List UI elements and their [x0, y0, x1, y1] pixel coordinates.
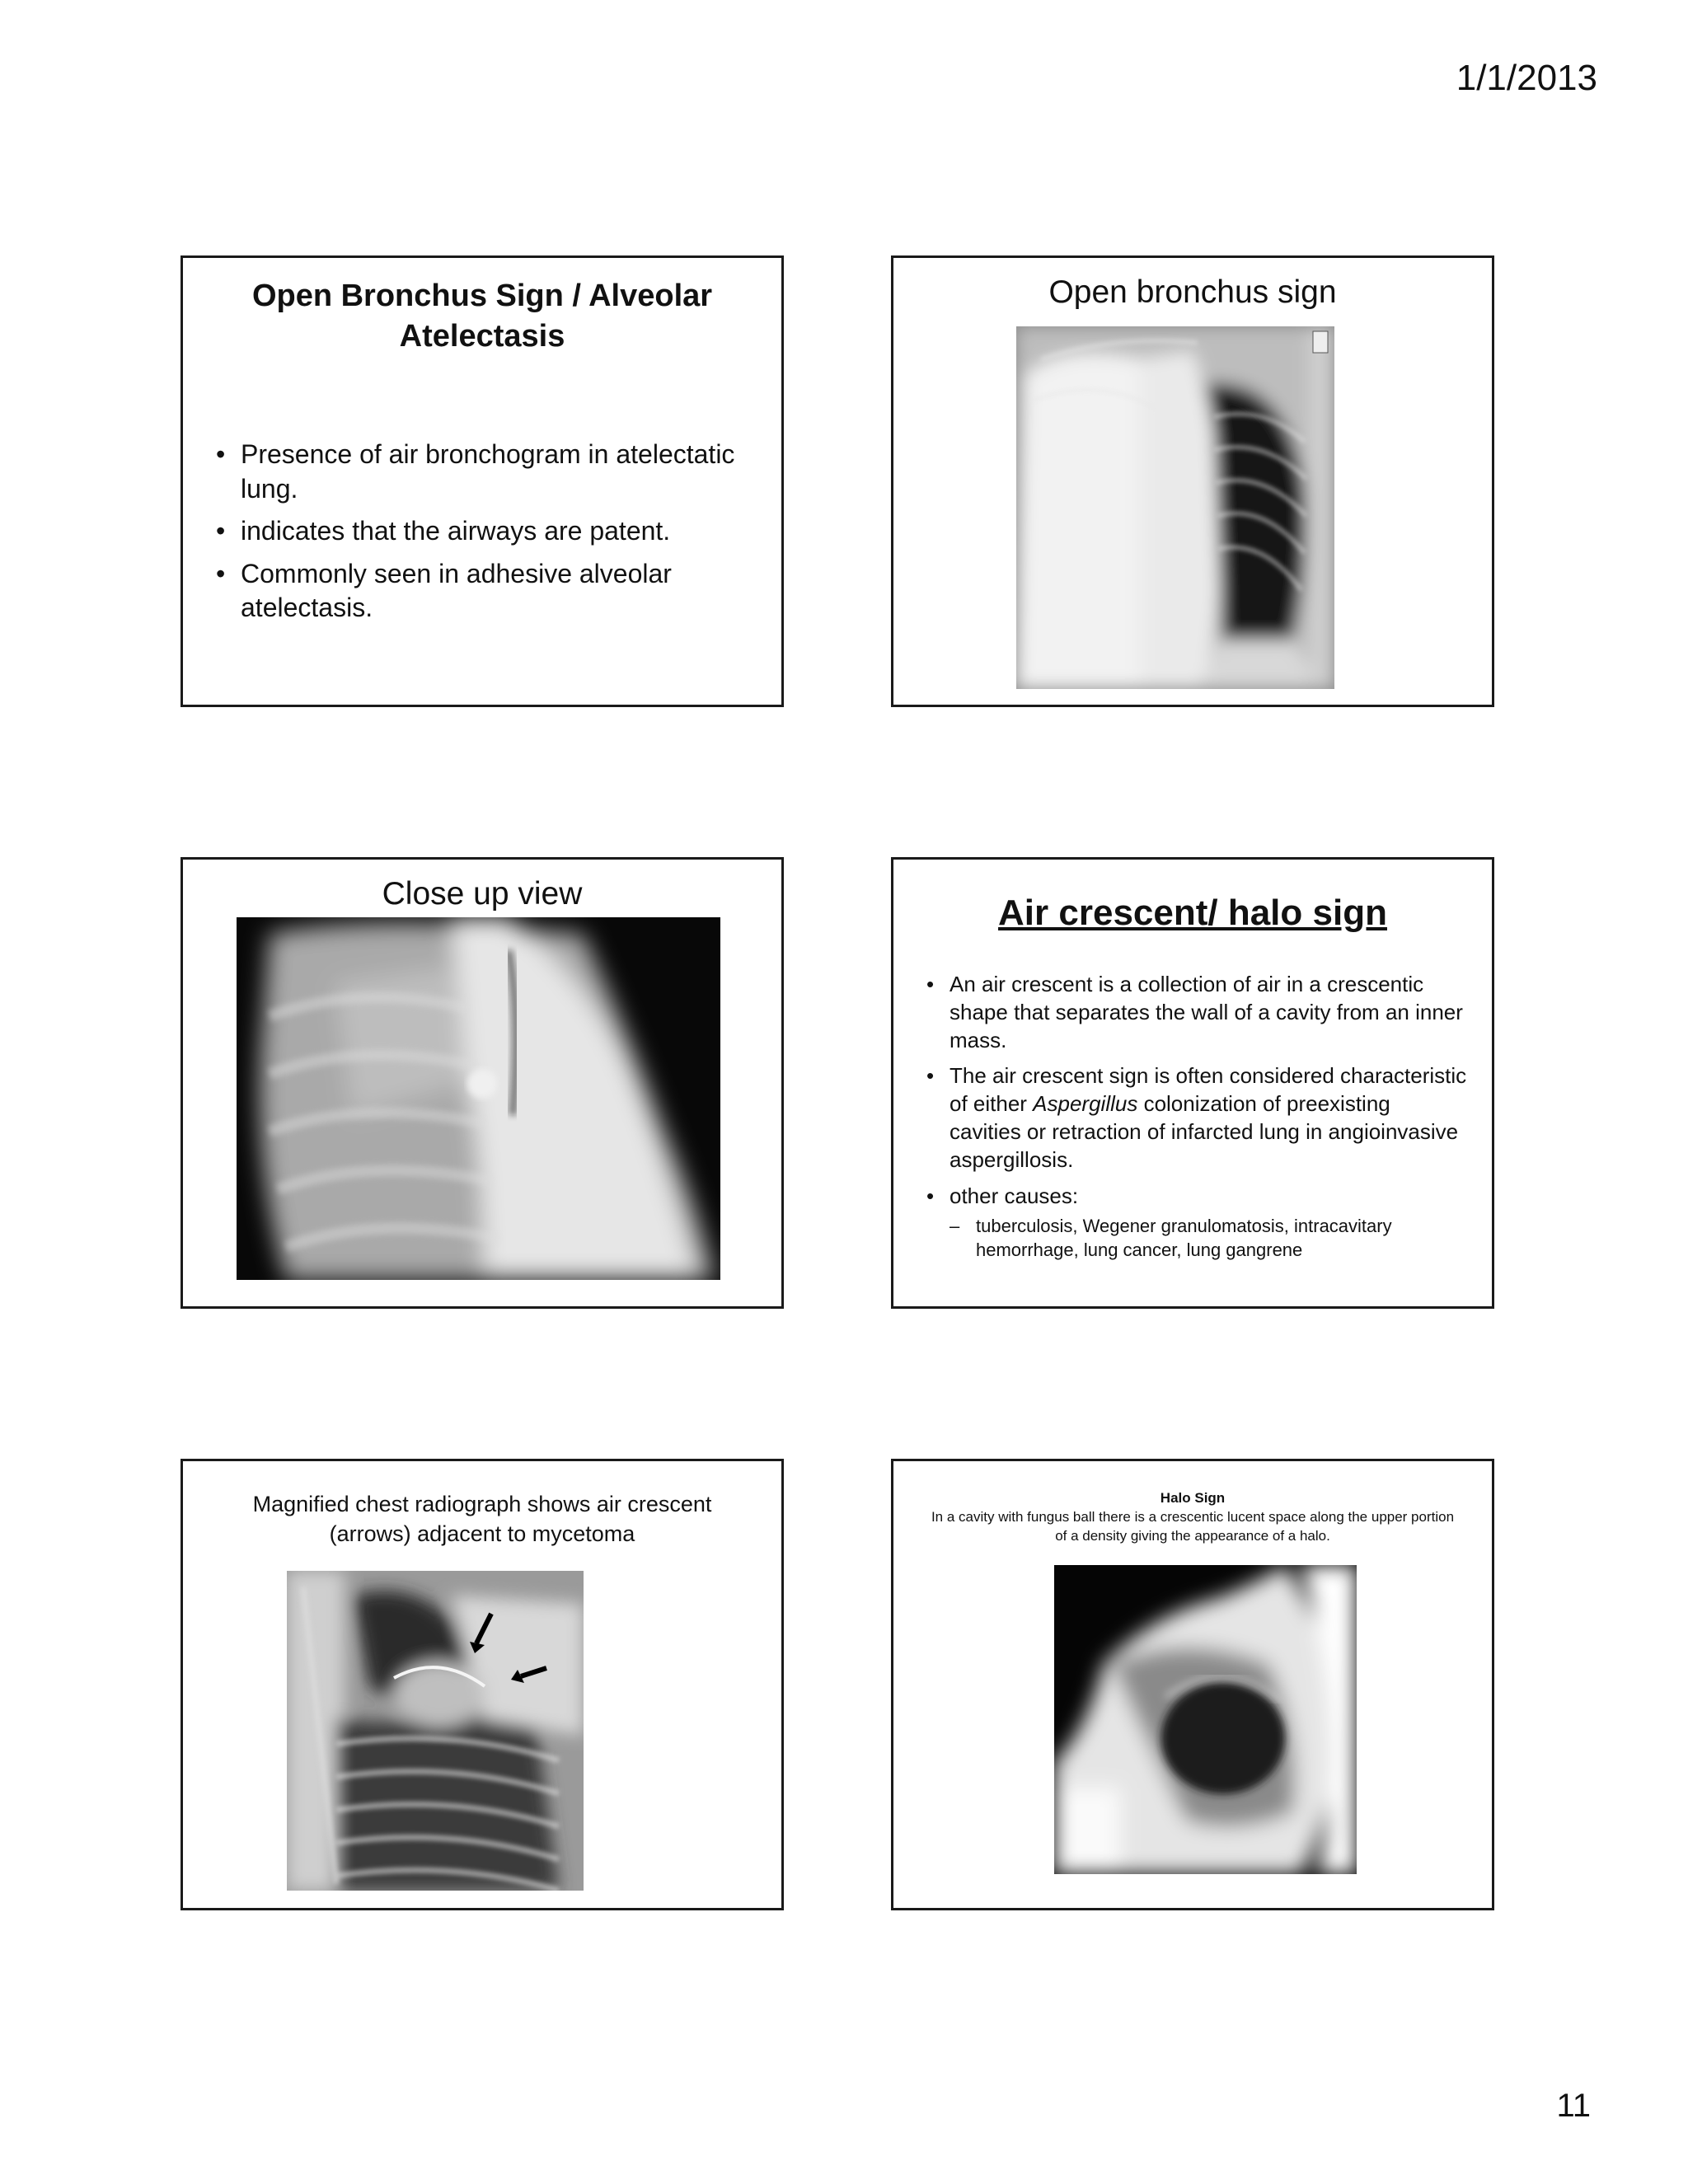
slide-title: Open Bronchus Sign / Alveolar Atelectasis: [251, 279, 713, 354]
page-date: 1/1/2013: [1456, 58, 1597, 98]
slide-caption: [893, 1489, 1492, 1546]
bullet-emphasis: Aspergillus: [1033, 1091, 1138, 1117]
slide-magnified-radiograph: [181, 1459, 784, 1910]
slide-close-up: [181, 857, 784, 1309]
slide-air-crescent: [891, 857, 1494, 1309]
slide-title: Close up view: [382, 876, 583, 912]
caption-heading: Halo Sign: [1160, 1490, 1226, 1506]
slide-open-bronchus-text: [181, 255, 784, 707]
bullet-item: [925, 1183, 1467, 1263]
bullet-text: colonization of preexisting cavities or retraction of infarcted lung in angioinvasive aspergillosis.: [950, 1091, 1459, 1172]
page-number: 11: [1556, 2088, 1591, 2124]
bullet-text: other causes:: [950, 1183, 1079, 1208]
xray-closeup-image: [237, 917, 720, 1280]
bullet-list: [216, 438, 748, 634]
bullet-list: [925, 971, 1467, 1271]
bullet-item: • Presence of air bronchogram in atelectatic lung.: [216, 438, 748, 506]
caption-text: In a cavity with fungus ball there is a crescentic lucent space along the upper portion of a density giving the appearance of a halo.: [931, 1508, 1455, 1544]
sub-bullet-item: – tuberculosis, Wegener granulomatosis, intracavitary hemorrhage, lung cancer, lung gangrene: [950, 1215, 1467, 1262]
bullet-item: • Commonly seen in adhesive alveolar atelectasis.: [216, 557, 748, 626]
slide-caption: Magnified chest radiograph shows air crescent (arrows) adjacent to mycetoma: [252, 1492, 712, 1547]
bullet-item: • An air crescent is a collection of air in a crescentic shape that separates the wall of a cavity from an inner mass.: [925, 971, 1467, 1054]
halo-xray-image: [1054, 1565, 1357, 1874]
slide-title: Open bronchus sign: [1048, 274, 1337, 310]
slide-halo-sign: [891, 1459, 1494, 1910]
bullet-item: [925, 1062, 1467, 1174]
magnified-radiograph-image: [287, 1571, 584, 1891]
slide-title: Air crescent/ halo sign: [998, 893, 1387, 933]
slide-open-bronchus-image: [891, 255, 1494, 707]
bullet-text: The air crescent sign is often considered characteristic of either: [950, 1063, 1467, 1117]
chest-xray-image: [1016, 326, 1334, 689]
bullet-item: • indicates that the airways are patent.: [216, 514, 748, 549]
